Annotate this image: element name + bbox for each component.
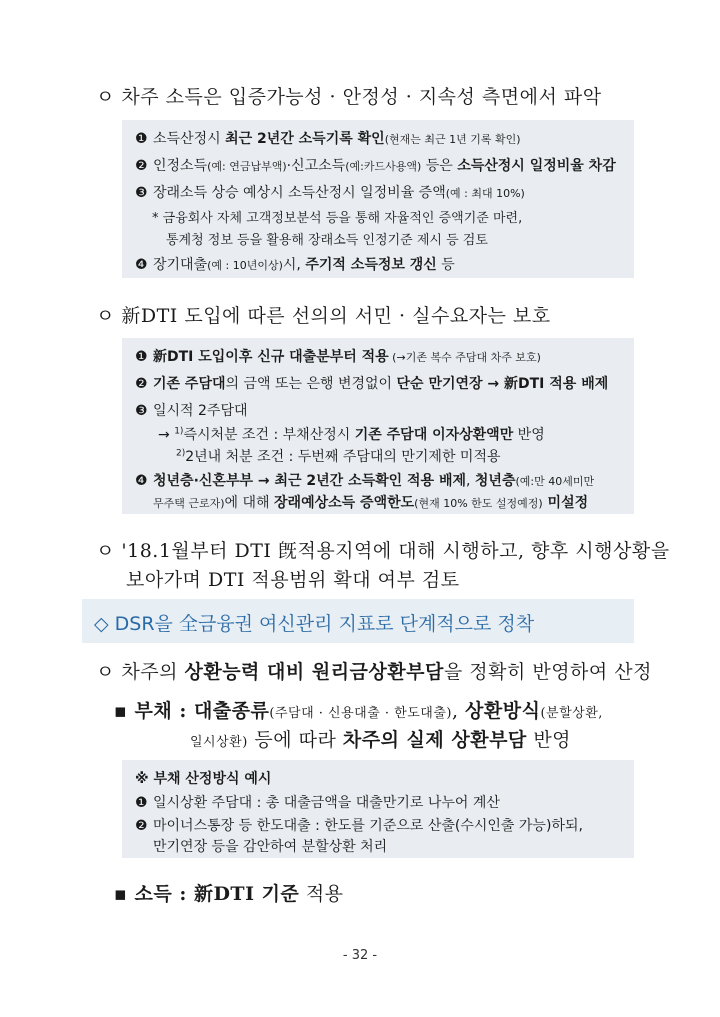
section1-heading: ㅇ 차주 소득은 입증가능성 · 안정성 · 지속성 측면에서 파악	[96, 86, 602, 108]
section1-item-1: ❶ 소득산정시 최근 2년간 소득기록 확인(현재는 최근 1년 기록 확인)	[135, 131, 521, 147]
section2-heading: ㅇ 新DTI 도입에 따른 선의의 서민 · 실수요자는 보호	[96, 305, 551, 327]
section1-item-2: ❷ 인정소득(예: 연금납부액)·신고소득(예:카드사용액) 등은 소득산정시 일정비율 차감	[135, 158, 616, 174]
section2-sub-1: → $^{1)}$즉시처분 조건 : 부채산정시 기존 주담대 이자상환액만 반영	[158, 426, 545, 443]
debt-method-item-1: ❶ 일시상환 주담대 : 총 대출금액을 대출만기로 나누어 계산	[135, 795, 500, 811]
dsr-banner-text: ◇ DSR을 全금융권 여신관리 지표로 단계적으로 정착	[94, 613, 535, 635]
section2-item-4-line2: 무주택 근로자)에 대해 장래예상소득 증액한도(현재 10% 한도 설정예정) 미설정	[153, 495, 589, 511]
section1-item-4: ❹ 장기대출(예 : 10년이상)시, 주기적 소득정보 갱신 등	[135, 257, 455, 273]
section3-line1: ㅇ '18.1월부터 DTI 旣적용지역에 대해 시행하고, 향후 시행상황을	[96, 540, 670, 562]
section2-item-1: ❶ 新DTI 도입이후 신규 대출분부터 적용 (→기존 복수 주담대 차주 보호)	[135, 349, 541, 365]
section2-sub-2: $^{2)}$2년내 처분 조건 : 두번째 주담대의 만기제한 미적용	[176, 448, 501, 465]
section2-item-2: ❷ 기존 주담대의 금액 또는 은행 변경없이 단순 만기연장 → 新DTI 적용 배제	[135, 376, 609, 392]
section2-item-3: ❸ 일시적 2주담대	[135, 403, 248, 419]
debt-method-item-2: ❷ 마이너스통장 등 한도대출 : 한도를 기준으로 산출(수시인출 가능)하되,	[135, 818, 583, 834]
section1-note-line2: 통계청 정보 등을 활용해 장래소득 인정기준 제시 등 검토	[166, 233, 488, 248]
section3-line2: 보아가며 DTI 적용범위 확대 여부 검토	[126, 569, 460, 591]
section2-item-4: ❹ 청년층·신혼부부 → 최근 2년간 소득확인 적용 배제, 청년층(예:만 40세미만	[135, 473, 595, 489]
debt-line2: 일시상환) 등에 따라 차주의 실제 상환부담 반영	[190, 729, 572, 751]
section1-note-line1: * 금융회사 자체 고객정보분석 등을 통해 자율적인 증액기준 마련,	[152, 211, 523, 226]
debt-line1: ▪ 부채 : 대출종류(주담대 · 신용대출 · 한도대출), 상환방식(분할상환,	[114, 700, 603, 722]
page-number: - 32 -	[342, 948, 378, 963]
section4-heading: ㅇ 차주의 상환능력 대비 원리금상환부담을 정확히 반영하여 산정	[96, 661, 653, 683]
debt-method-item-2-line2: 만기연장 등을 감안하여 분할상환 처리	[153, 839, 388, 855]
dsr-banner	[82, 599, 634, 643]
income-line: ▪ 소득 : 新DTI 기준 적용	[114, 883, 344, 905]
debt-method-title: ※ 부채 산정방식 예시	[135, 771, 272, 787]
section1-item-3: ❸ 장래소득 상승 예상시 소득산정시 일정비율 증액(예 : 최대 10%)	[135, 185, 525, 201]
